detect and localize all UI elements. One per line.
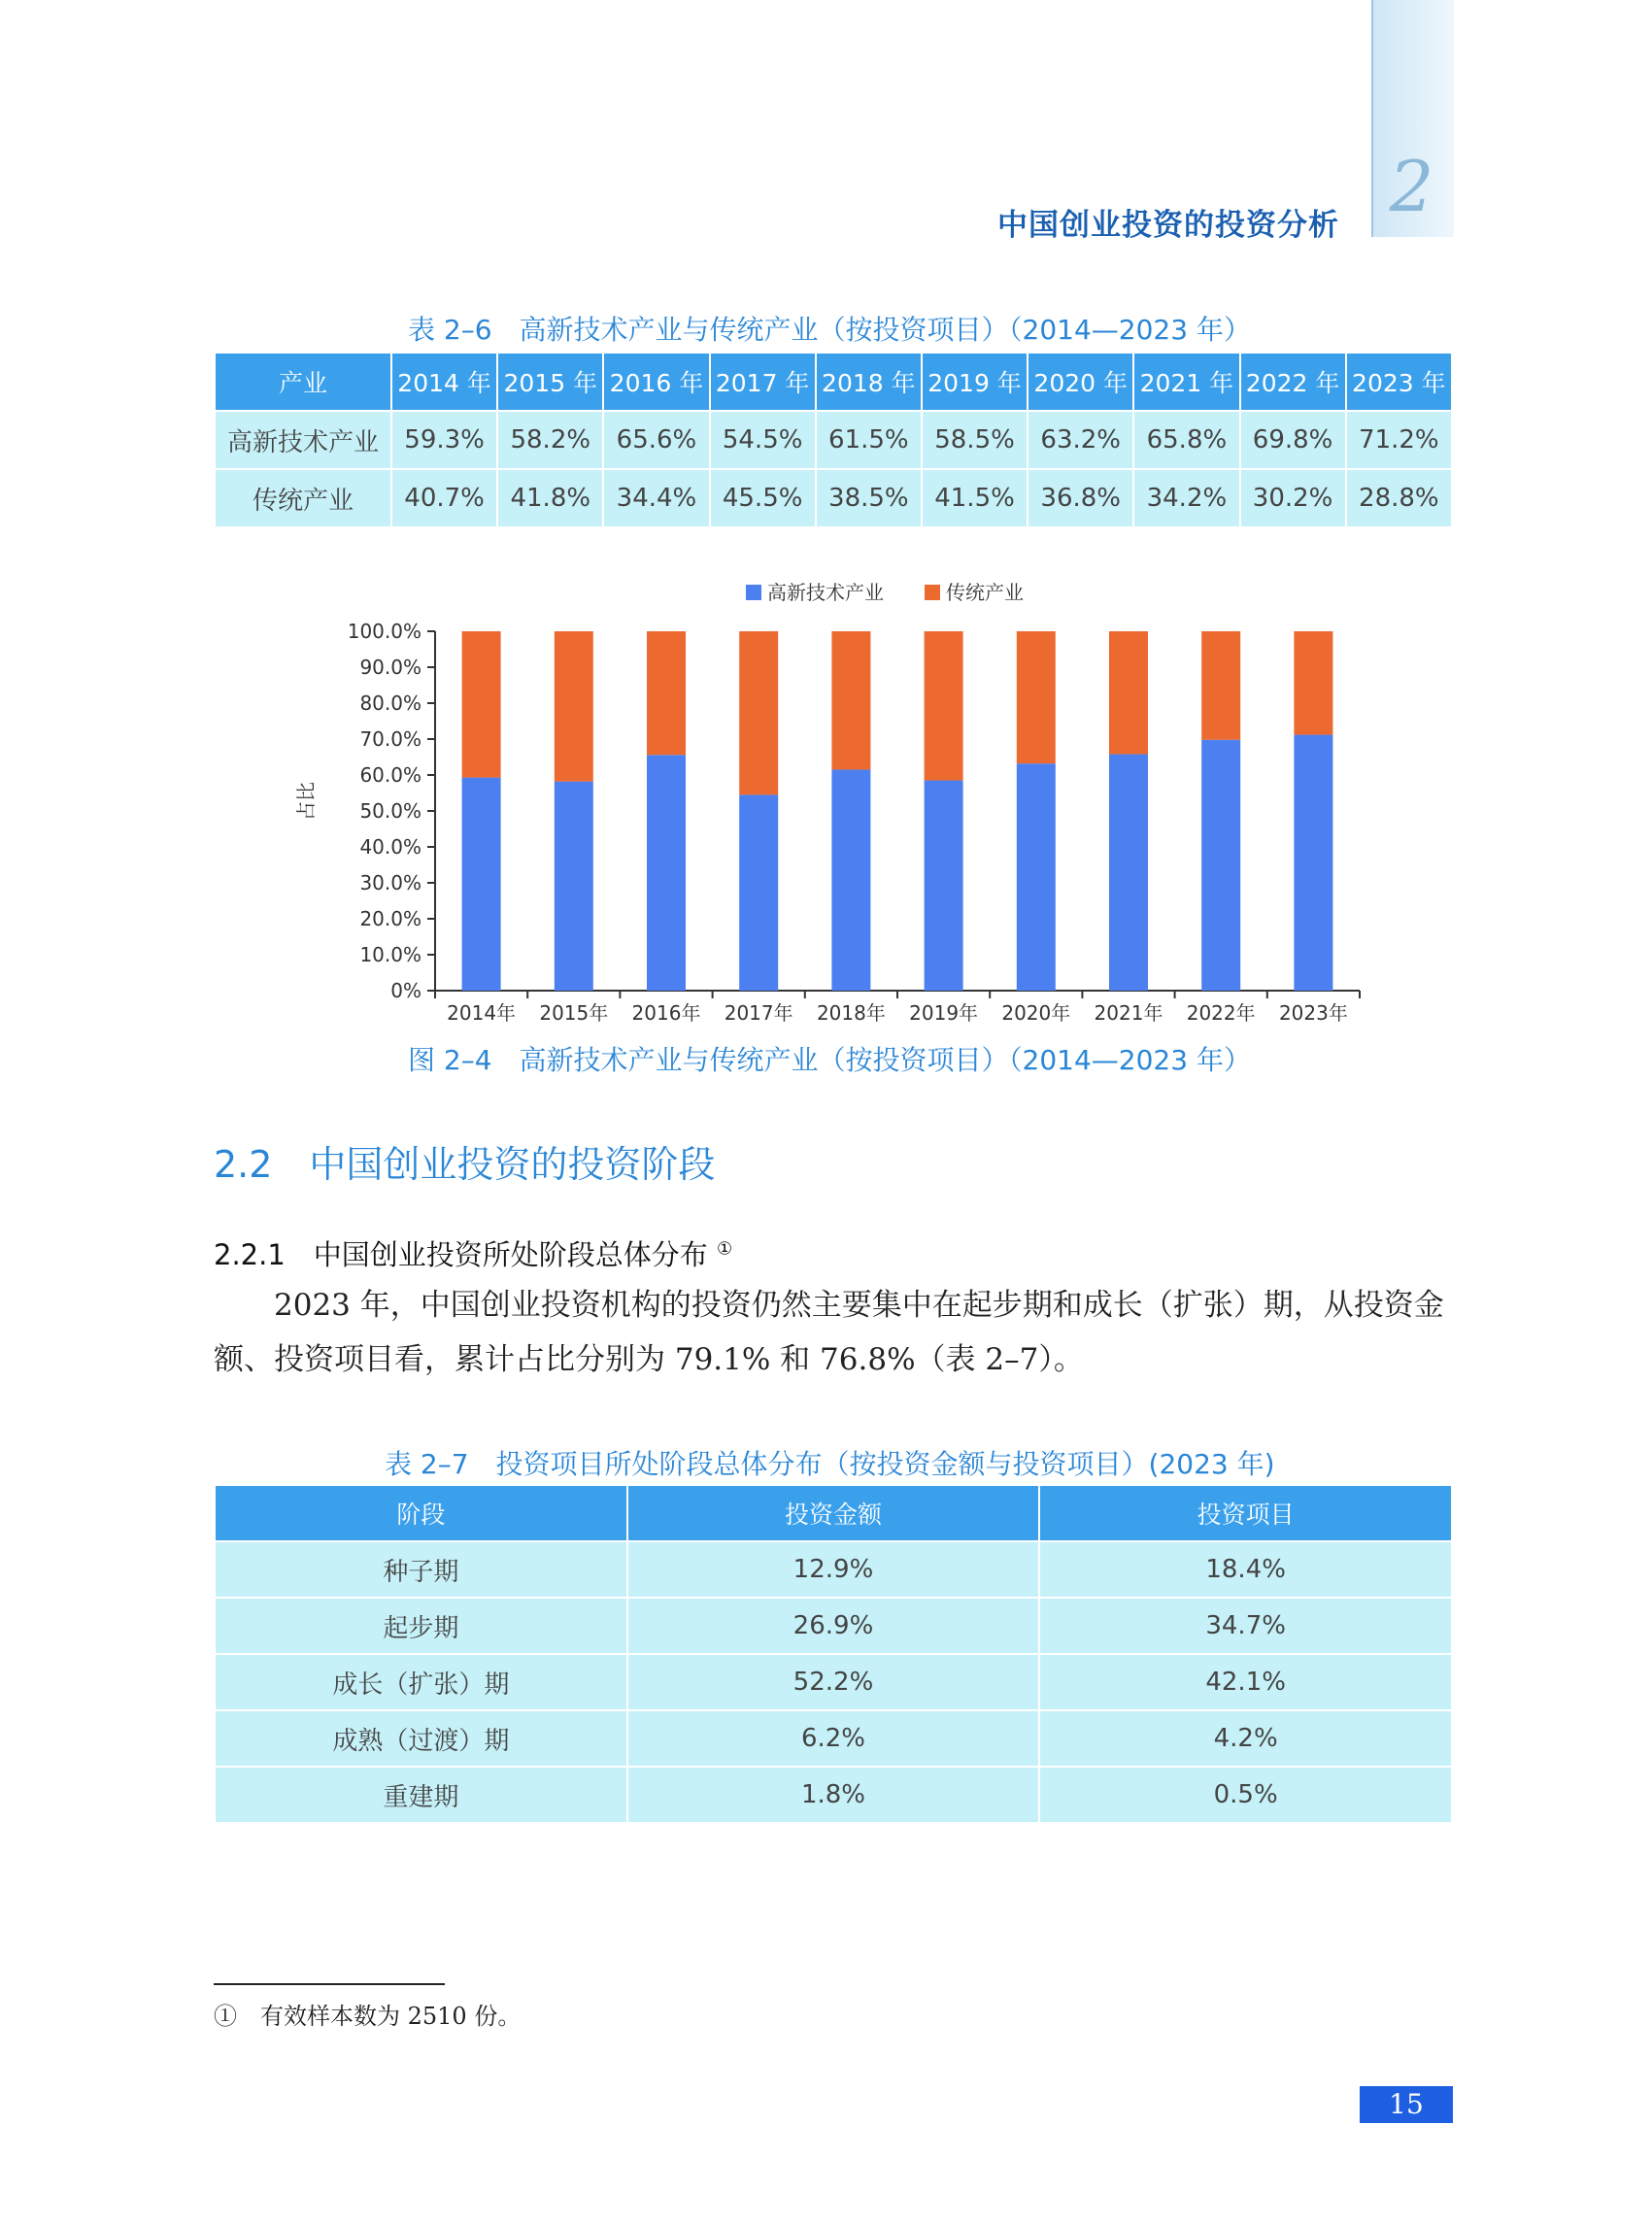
bar-traditional xyxy=(1201,631,1240,740)
header-cell: 投资项目 xyxy=(1039,1485,1452,1541)
table-header-row xyxy=(215,1485,1452,1541)
table-2-7 xyxy=(214,1484,1453,1824)
table-cell: 26.9% xyxy=(627,1598,1040,1654)
bar-traditional xyxy=(739,631,778,794)
bar-traditional xyxy=(647,631,686,755)
table-row xyxy=(215,469,1452,527)
table-cell: 12.9% xyxy=(627,1541,1040,1598)
y-tick-label: 40.0% xyxy=(359,835,421,859)
table-row xyxy=(215,411,1452,469)
legend-swatch-high-tech xyxy=(746,585,761,600)
table-cell: 63.2% xyxy=(1028,411,1133,469)
header-cell: 2016 年 xyxy=(603,353,709,411)
table-cell: 成长（扩张）期 xyxy=(215,1654,627,1710)
legend-label-high-tech: 高新技术产业 xyxy=(767,581,884,604)
header-cell: 2019 年 xyxy=(922,353,1028,411)
chart-legend xyxy=(746,581,1024,604)
table-cell: 40.7% xyxy=(391,469,497,527)
header-cell: 2023 年 xyxy=(1346,353,1452,411)
y-tick-label: 100.0% xyxy=(347,620,421,643)
bar-traditional xyxy=(925,631,963,781)
table-cell: 传统产业 xyxy=(215,469,391,527)
page-number: 15 xyxy=(1360,2086,1453,2123)
chart-plot-area xyxy=(348,620,1360,1025)
header-cell: 产业 xyxy=(215,353,391,411)
table-cell: 28.8% xyxy=(1346,469,1452,527)
bar-high-tech xyxy=(831,769,870,991)
y-tick-label: 20.0% xyxy=(359,907,421,930)
table-cell: 58.5% xyxy=(922,411,1028,469)
table-row xyxy=(215,1541,1452,1598)
footnote-marker: ① xyxy=(717,1238,733,1260)
table-cell: 58.2% xyxy=(497,411,603,469)
table-cell: 65.6% xyxy=(603,411,709,469)
bar-high-tech xyxy=(739,794,778,991)
table-cell: 59.3% xyxy=(391,411,497,469)
chapter-number: 2 xyxy=(1389,146,1434,227)
table-cell: 71.2% xyxy=(1346,411,1452,469)
stacked-bar-chart xyxy=(291,563,1369,1029)
table-cell: 34.4% xyxy=(603,469,709,527)
table-cell: 30.2% xyxy=(1240,469,1346,527)
y-tick-label: 80.0% xyxy=(359,691,421,715)
bar-traditional xyxy=(555,631,593,782)
table-cell: 65.8% xyxy=(1133,411,1239,469)
bar-high-tech xyxy=(1201,740,1240,991)
table-cell: 61.5% xyxy=(816,411,922,469)
x-tick-label: 2023年 xyxy=(1278,1001,1348,1025)
table-cell: 69.8% xyxy=(1240,411,1346,469)
legend-label-traditional: 传统产业 xyxy=(946,581,1024,604)
y-tick-label: 30.0% xyxy=(359,871,421,894)
x-tick-label: 2021年 xyxy=(1094,1001,1163,1025)
table-cell: 重建期 xyxy=(215,1767,627,1823)
header-cell: 2022 年 xyxy=(1240,353,1346,411)
table-cell: 种子期 xyxy=(215,1541,627,1598)
header-cell: 投资金额 xyxy=(627,1485,1040,1541)
footnote-rule xyxy=(214,1983,445,1985)
table-row xyxy=(215,1710,1452,1767)
header-cell: 2017 年 xyxy=(710,353,816,411)
table-cell: 34.7% xyxy=(1039,1598,1452,1654)
y-tick-label: 0% xyxy=(390,979,421,1002)
table-cell: 42.1% xyxy=(1039,1654,1452,1710)
table-cell: 4.2% xyxy=(1039,1710,1452,1767)
x-tick-label: 2018年 xyxy=(816,1001,886,1025)
table-cell: 18.4% xyxy=(1039,1541,1452,1598)
bar-traditional xyxy=(1017,631,1056,763)
table-row xyxy=(215,1654,1452,1710)
x-tick-label: 2019年 xyxy=(909,1001,979,1025)
y-tick-label: 90.0% xyxy=(359,656,421,679)
table-row xyxy=(215,1598,1452,1654)
header-cell: 2021 年 xyxy=(1133,353,1239,411)
table-cell: 起步期 xyxy=(215,1598,627,1654)
y-tick-label: 50.0% xyxy=(359,799,421,823)
x-tick-label: 2014年 xyxy=(447,1001,517,1025)
subsection-heading xyxy=(214,1233,732,1273)
bar-high-tech xyxy=(1109,755,1148,991)
x-tick-label: 2022年 xyxy=(1186,1001,1256,1025)
bar-high-tech xyxy=(647,755,686,991)
table-cell: 41.5% xyxy=(922,469,1028,527)
table-2-7-caption: 表 2–7 投资项目所处阶段总体分布（按投资金额与投资项目）(2023 年) xyxy=(385,1448,1275,1480)
bar-traditional xyxy=(1294,631,1332,735)
table-header-row xyxy=(215,353,1452,411)
x-tick-label: 2016年 xyxy=(631,1001,701,1025)
header-cell: 2014 年 xyxy=(391,353,497,411)
table-cell: 45.5% xyxy=(710,469,816,527)
header-cell: 阶段 xyxy=(215,1485,627,1541)
y-tick-label: 10.0% xyxy=(359,943,421,966)
y-tick-label: 70.0% xyxy=(359,727,421,751)
bar-traditional xyxy=(831,631,870,769)
table-cell: 38.5% xyxy=(816,469,922,527)
table-cell: 6.2% xyxy=(627,1710,1040,1767)
table-cell: 54.5% xyxy=(710,411,816,469)
bar-traditional xyxy=(462,631,501,778)
y-axis-label: 占比 xyxy=(294,782,318,821)
legend-swatch-traditional xyxy=(925,585,940,600)
table-row xyxy=(215,1767,1452,1823)
header-cell: 2020 年 xyxy=(1028,353,1133,411)
table-cell: 1.8% xyxy=(627,1767,1040,1823)
table-2-6-caption: 表 2–6 高新技术产业与传统产业（按投资项目）（2014—2023 年） xyxy=(408,314,1251,346)
table-cell: 34.2% xyxy=(1133,469,1239,527)
bar-high-tech xyxy=(1294,735,1332,991)
figure-2-4-caption: 图 2–4 高新技术产业与传统产业（按投资项目）（2014—2023 年） xyxy=(408,1044,1251,1076)
x-tick-label: 2017年 xyxy=(724,1001,793,1025)
paragraph-text: 2023 年，中国创业投资机构的投资仍然主要集中在起步期和成长（扩张）期，从投资金额、投资项目看，累计占比分别为 79.1% 和 76.8%（表 2–7）。 xyxy=(214,1288,1444,1377)
y-tick-label: 60.0% xyxy=(359,763,421,787)
bar-high-tech xyxy=(462,778,501,991)
chapter-title: 中国创业投资的投资分析 xyxy=(997,208,1339,243)
table-cell: 高新技术产业 xyxy=(215,411,391,469)
bar-high-tech xyxy=(1017,763,1056,991)
header-cell: 2018 年 xyxy=(816,353,922,411)
bar-high-tech xyxy=(555,782,593,991)
table-cell: 41.8% xyxy=(497,469,603,527)
table-cell: 52.2% xyxy=(627,1654,1040,1710)
table-cell: 36.8% xyxy=(1028,469,1133,527)
section-heading: 2.2 中国创业投资的投资阶段 xyxy=(214,1143,716,1186)
x-tick-label: 2015年 xyxy=(539,1001,609,1025)
bar-traditional xyxy=(1109,631,1148,755)
header-cell: 2015 年 xyxy=(497,353,603,411)
table-cell: 0.5% xyxy=(1039,1767,1452,1823)
table-cell: 成熟（过渡）期 xyxy=(215,1710,627,1767)
bar-high-tech xyxy=(925,781,963,991)
table-2-6 xyxy=(214,352,1453,528)
subsection-title: 2.2.1 中国创业投资所处阶段总体分布 xyxy=(214,1238,708,1271)
footnote-text: ① 有效样本数为 2510 份。 xyxy=(214,2003,522,2030)
x-tick-label: 2020年 xyxy=(1001,1001,1071,1025)
body-paragraph xyxy=(214,1278,1453,1387)
